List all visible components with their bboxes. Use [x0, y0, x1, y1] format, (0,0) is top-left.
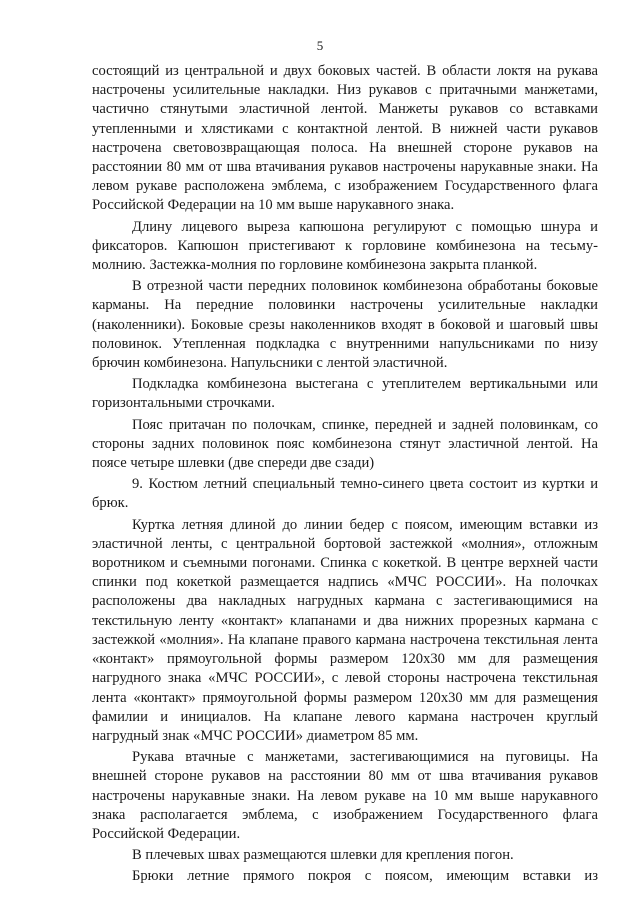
- page-number: 5: [316, 38, 324, 53]
- paragraph-summer-suit: 9. Костюм летний специальный темно-синего цвета состоит из куртки и брюк.: [92, 476, 598, 512]
- document-body: [92, 62, 598, 889]
- paragraph-shoulder-loops: В плечевых швах размещаются шлевки для крепления погон.: [132, 847, 514, 864]
- paragraph-belt: Пояс притачан по полочкам, спинке, передней и задней половинкам, со стороны задних половинок пояс комбинезона стянут эластичной лентой. На поясе четыре шлевки (две спереди две сзади): [92, 416, 598, 472]
- paragraph-summer-trousers: Брюки летние прямого покроя с поясом, имеющим вставки из: [132, 868, 598, 885]
- paragraph-summer-jacket: Куртка летняя длиной до линии бедер с поясом, имеющим вставки из эластичной ленты, с центральной бортовой застежкой «молния», отложным воротником и съемными погонами. Спинка с кокеткой. В центре верхней части спинки под кокеткой размещается надпись «МЧС РОССИИ». На полочках расположены два накладных нагрудных кармана с застегивающимися на текстильную ленту «контакт» клапанами и два нижних прорезных кармана с застежкой «молния». На клапане правого кармана настрочена текстильная лента «контакт» прямоугольной формы размером 120х30 мм для размещения нагрудного знака «МЧС РОССИИ», с левой стороны настрочена текстильная лента «контакт» прямоугольной формы размером 120х30 мм для размещения фамилии и инициалов. На клапане левого кармана настрочен круглый нагрудный знак «МЧС РОССИИ» диаметром 85 мм.: [92, 516, 598, 744]
- paragraph-jacket-sleeves: Рукава втачные с манжетами, застегивающимися на пуговицы. На внешней стороне рукавов на расстоянии 80 мм от шва втачивания рукавов настрочены нарукавные знаки. На левом рукаве на 10 мм выше нарукавного знака располагается эмблема, с изображением Государственного флага Российской Федерации.: [92, 749, 598, 842]
- paragraph-hood: Длину лицевого выреза капюшона регулируют с помощью шнура и фиксаторов. Капюшон пристегивают к горловине комбинезона на тесьму-молнию. Застежка-молния по горловине комбинезона закрыта планкой.: [92, 218, 598, 274]
- paragraph-sleeves-continued: состоящий из центральной и двух боковых частей. В области локтя на рукава настрочены усилительные накладки. Низ рукавов с притачными манжетами, частично стянутыми эластичной лентой. Манжеты рукавов со вставками утепленными и хлястиками с контактной лентой. В нижней части рукавов настрочена световозвращающая полоса. На внешней стороне рукавов на расстоянии 80 мм от шва втачивания рукавов настрочены нарукавные знаки. На левом рукаве расположена эмблема, с изображением Государственного флага Российской Федерации на 10 мм выше нарукавного знака.: [92, 63, 598, 214]
- paragraph-front-halves: В отрезной части передних половинок комбинезона обработаны боковые карманы. На передние половинки настрочены усилительные накладки (наколенники). Боковые срезы наколенников входят в боковой и шаговый швы половинок. Утепленная подкладка с внутренними напульсниками по низу брючин комбинезона. Напульсники с лентой эластичной.: [92, 278, 598, 372]
- paragraph-lining: Подкладка комбинезона выстегана с утеплителем вертикальными или горизонтальными строчками.: [92, 376, 598, 412]
